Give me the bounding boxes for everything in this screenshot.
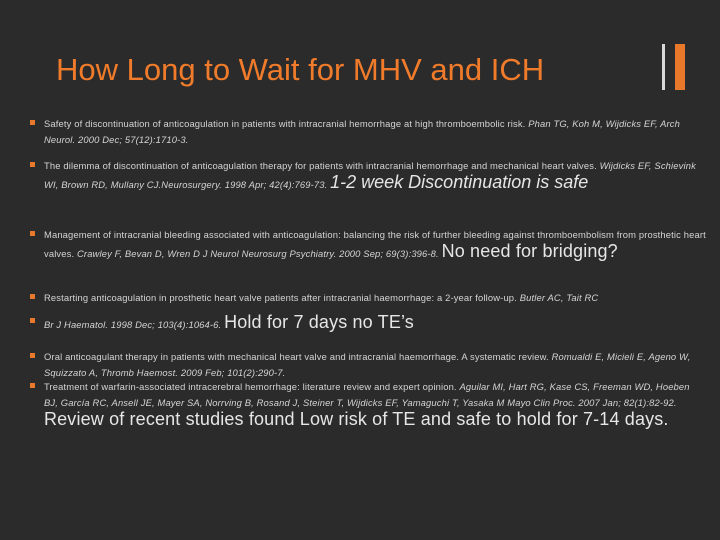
- bullet-text: Management of intracranial bleeding associated with anticoagulation: balancing the risk of further bleeding against thromboembolism from prosthetic heart valves.: [44, 229, 706, 259]
- slide-title: How Long to Wait for MHV and ICH: [56, 52, 545, 87]
- bullet-6: [30, 349, 706, 381]
- bullet-text: Treatment of warfarin-associated intracerebral hemorrhage: literature review and expert opinion.: [44, 381, 457, 392]
- bullet-reference: Romualdi E, Micieli E, Ageno W, Squizzato A, Thromb Haemost. 2009 Feb; 101(2):290-7.: [44, 351, 691, 378]
- bullet-marker: [30, 383, 35, 388]
- title-accent-bar-orange: [675, 44, 685, 90]
- bullet-highlight: 1-2 week Discontinuation is safe: [330, 172, 589, 192]
- bullet-reference: Phan TG, Koh M, Wijdicks EF, Arch Neurol. 2000 Dec; 57(12):1710-3.: [44, 118, 680, 145]
- bullet-1: [30, 116, 706, 148]
- bullet-2: [30, 158, 706, 193]
- bullet-text: Safety of discontinuation of anticoagulation in patients with intracranial hemorrhage at high thromboembolic risk.: [44, 118, 526, 129]
- bullet-highlight: No need for bridging?: [441, 241, 618, 261]
- bullet-7: [30, 379, 706, 430]
- bullet-reference: Aguilar MI, Hart RG, Kase CS, Freeman WD, Hoeben BJ, García RC, Ansell JE, Mayer SA, Norrving B, Rosand J, Steiner T, Wijdicks EF, Yamaguchi T, Yasaka M Mayo Clin Proc. 2007 Jan; 82(1):82-92.: [44, 381, 690, 408]
- bullet-text: Oral anticoagulant therapy in patients with mechanical heart valve and intracranial haemorrhage. A systematic review.: [44, 351, 549, 362]
- title-accent-bar-light: [662, 44, 665, 90]
- bullet-reference: Wijdicks EF, Schievink WI, Brown RD, Mullany CJ.Neurosurgery. 1998 Apr; 42(4):769-73.: [44, 160, 696, 190]
- bullet-4: [30, 290, 706, 306]
- bullet-marker: [30, 162, 35, 167]
- bullet-marker: [30, 120, 35, 125]
- bullet-marker: [30, 353, 35, 358]
- bullet-text: Restarting anticoagulation in prosthetic heart valve patients after intracranial haemorrhage: a 2-year follow-up.: [44, 292, 517, 303]
- bullet-reference: Crawley F, Bevan D, Wren D J Neurol Neurosurg Psychiatry. 2000 Sep; 69(3):396-8.: [77, 248, 439, 259]
- bullet-text: The dilemma of discontinuation of anticoagulation therapy for patients with intracranial hemorrhage and mechanical heart valves.: [44, 160, 597, 171]
- bullet-marker: [30, 318, 35, 323]
- bullet-5: [30, 314, 706, 333]
- bullet-reference: Br J Haematol. 1998 Dec; 103(4):1064-6.: [44, 319, 222, 330]
- bullet-marker: [30, 294, 35, 299]
- bullet-highlight: Hold for 7 days no TE’s: [224, 312, 414, 332]
- bullet-3: [30, 227, 706, 262]
- bullet-marker: [30, 231, 35, 236]
- bullet-reference: Butler AC, Tait RC: [519, 292, 599, 303]
- bullet-highlight: Review of recent studies found Low risk of TE and safe to hold for 7-14 days.: [44, 409, 669, 429]
